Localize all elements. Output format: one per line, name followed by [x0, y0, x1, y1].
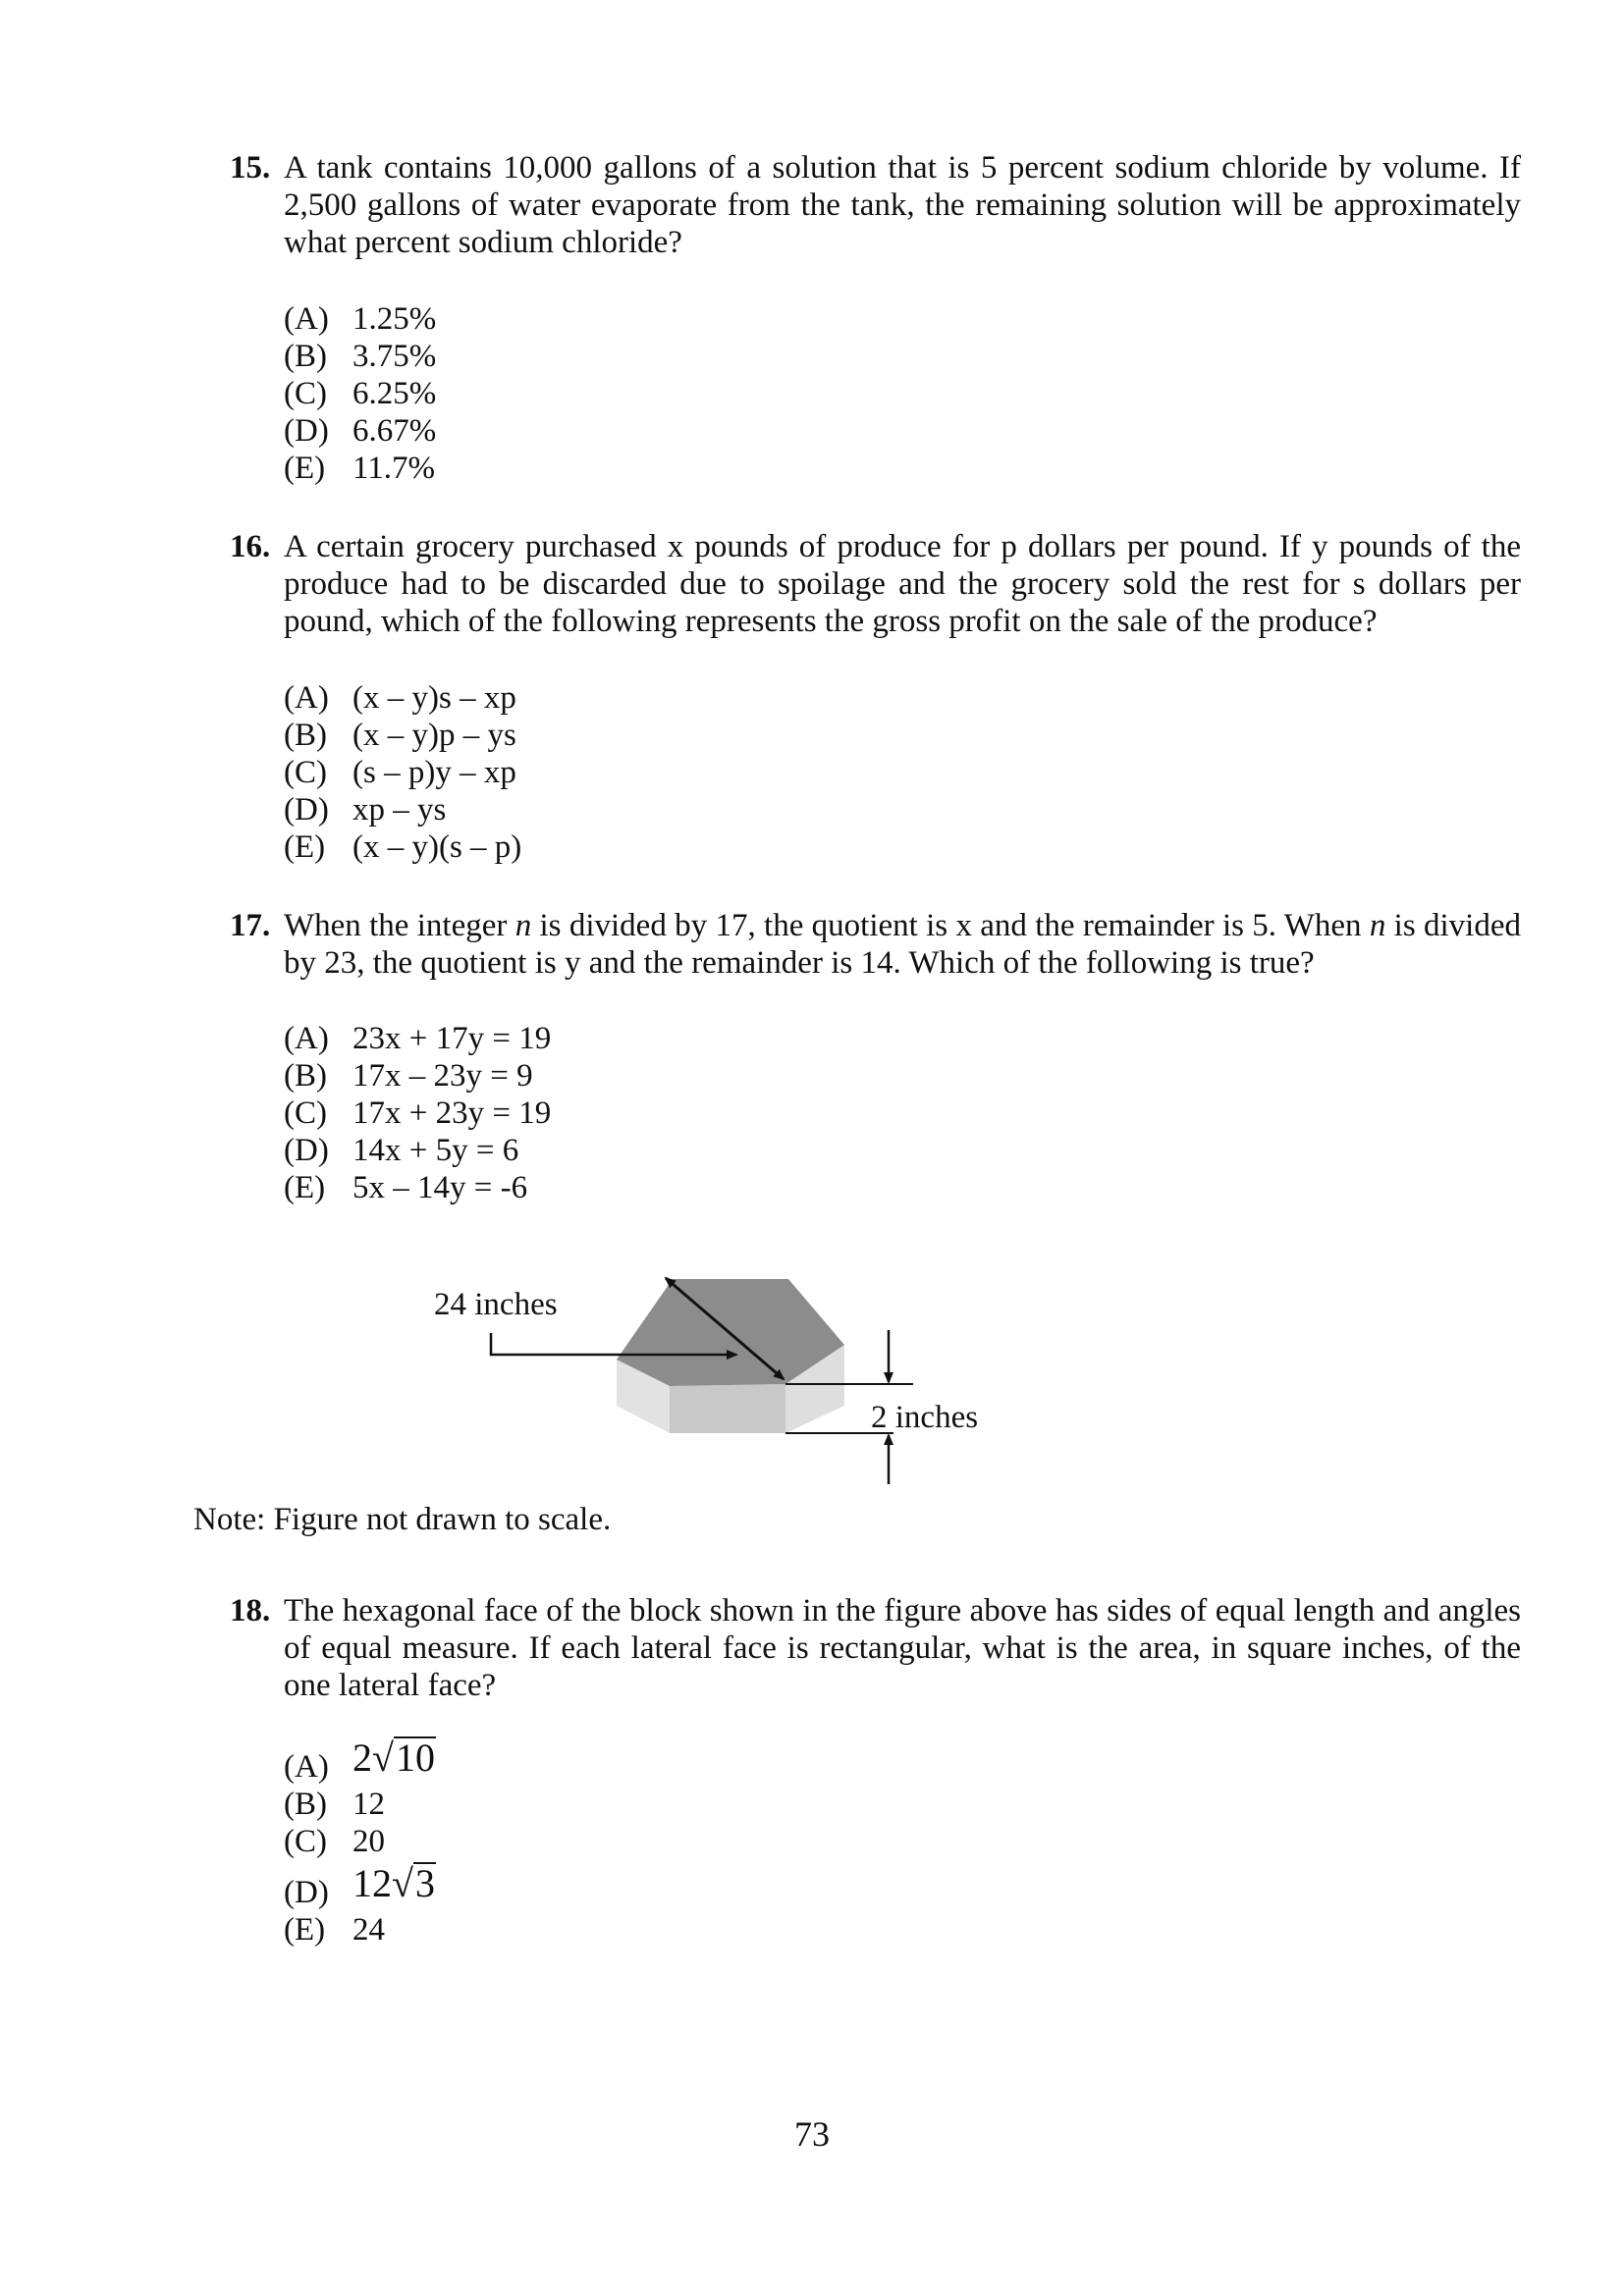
question-text: The hexagonal face of the block shown in the figure above has sides of equal length and angles of equal measure. If each lateral face is rectangular, what is the area, in square inches, of the one lateral face? [284, 1593, 1521, 1703]
choice-value: (x – y)s – xp [352, 680, 516, 716]
choice-value: 2√10 [352, 1735, 435, 1780]
choice-value: (x – y)(s – p) [352, 829, 522, 865]
choice-label: (A) [284, 1749, 329, 1785]
diagonal-label: 24 inches [434, 1287, 558, 1322]
choice-value: 17x + 23y = 19 [352, 1095, 552, 1131]
choice-label: (B) [284, 1787, 327, 1822]
choice-label: (A) [284, 301, 329, 337]
choice-value: 6.67% [352, 413, 437, 449]
choice-value: 12√3 [352, 1861, 435, 1905]
question-number: 16. [230, 529, 271, 564]
choice-value: 1.25% [352, 301, 437, 337]
choice-label: (E) [284, 829, 326, 865]
choice-value: 12 [352, 1787, 385, 1822]
choice-label: (D) [284, 1133, 329, 1168]
height-label: 2 inches [871, 1400, 979, 1435]
choice-value: (s – p)y – xp [352, 755, 516, 790]
choice-label: (B) [284, 1058, 327, 1094]
choice-value: 24 [352, 1912, 385, 1948]
choice-label: (D) [284, 413, 329, 449]
choice-label: (C) [284, 376, 327, 411]
choice-value: 6.25% [352, 376, 437, 411]
choice-label: (B) [284, 718, 327, 753]
choice-label: (D) [284, 792, 329, 828]
page-number: 73 [794, 2114, 830, 2154]
choice-label: (E) [284, 451, 326, 486]
question-text: A certain grocery purchased x pounds of produce for p dollars per pound. If y pounds of the produce had to be discarded due to spoilage and the grocery sold the rest for s dollars per pound, which of the following represents the gross profit on the sale of the produce? [284, 529, 1521, 639]
question-number: 17. [230, 908, 271, 943]
front-lateral-face [670, 1384, 785, 1433]
choice-label: (E) [284, 1912, 326, 1948]
hexagonal-prism-drawing [412, 1247, 1001, 1492]
choice-label: (C) [284, 1824, 327, 1859]
choice-label: (B) [284, 339, 327, 374]
choice-value: 14x + 5y = 6 [352, 1133, 519, 1168]
choice-value: 11.7% [352, 451, 436, 486]
choice-value: 5x – 14y = -6 [352, 1170, 528, 1205]
radicand: 3 [414, 1861, 435, 1905]
choice-value: 17x – 23y = 9 [352, 1058, 533, 1094]
choice-label: (D) [284, 1875, 329, 1910]
figure-note: Note: Figure not drawn to scale. [193, 1502, 612, 1537]
choice-value: 3.75% [352, 339, 437, 374]
hexagonal-block-figure [412, 1247, 1001, 1492]
question-number: 18. [230, 1593, 271, 1629]
question-text: A tank contains 10,000 gallons of a solution that is 5 percent sodium chloride by volume. If 2,500 gallons of water evaporate from the tank, the remaining solution will be approximately what percent sodium chloride? [284, 150, 1521, 260]
choice-value: xp – ys [352, 792, 447, 828]
choice-label: (C) [284, 755, 327, 790]
radicand: 10 [395, 1735, 435, 1780]
question-text: When the integer n is divided by 17, the quotient is x and the remainder is 5. When n is divided by 23, the quotient is y and the remainder is 14. Which of the following is true? [284, 908, 1521, 981]
question-number: 15. [230, 150, 271, 186]
choice-value: 23x + 17y = 19 [352, 1021, 552, 1056]
choice-label: (E) [284, 1170, 326, 1205]
choice-value: (x – y)p – ys [352, 718, 516, 753]
choice-label: (A) [284, 680, 329, 716]
choice-label: (C) [284, 1095, 327, 1131]
choice-value: 20 [352, 1824, 385, 1859]
choice-label: (A) [284, 1021, 329, 1056]
